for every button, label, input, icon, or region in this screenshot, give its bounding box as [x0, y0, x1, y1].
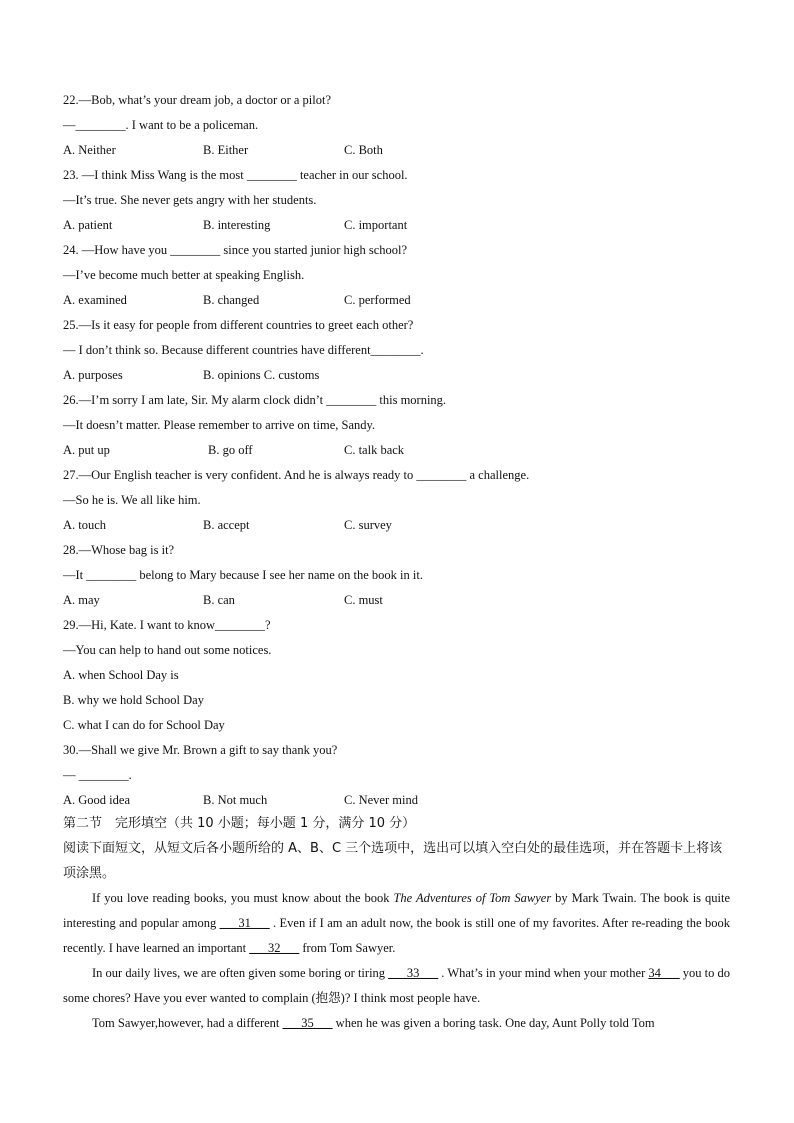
book-title: The Adventures of Tom Sawyer	[393, 891, 552, 905]
question-26-stem: 26.—I’m sorry I am late, Sir. My alarm clock didn’t ________ this morning.	[63, 393, 447, 407]
question-26-option-c[interactable]: C. talk back	[344, 443, 405, 457]
question-28-response: —It ________ belong to Mary because I see her name on the book in it.	[63, 568, 423, 582]
question-25-stem: 25.—Is it easy for people from different countries to greet each other?	[63, 318, 414, 332]
question-28-option-a[interactable]: A. may	[63, 593, 100, 607]
question-27-option-b[interactable]: B. accept	[203, 518, 250, 532]
question-28-stem: 28.—Whose bag is it?	[63, 543, 175, 557]
question-22-response: —________. I want to be a policeman.	[63, 118, 259, 132]
question-24-option-c[interactable]: C. performed	[344, 293, 411, 307]
question-28-option-b[interactable]: B. can	[203, 593, 235, 607]
blank-35: ___35___	[282, 1016, 333, 1030]
question-22-option-b[interactable]: B. Either	[203, 143, 249, 157]
section-intro: 阅读下面短文，从短文后各小题所给的 A、B、C 三个选项中，选出可以填入空白处的最佳选项，并在答题卡上将该项涂黑。	[63, 841, 723, 881]
question-30-option-b[interactable]: B. Not much	[203, 793, 268, 807]
passage-paragraph-2: In our daily lives, we are often given some boring or tiring ___33___ . What’s in your mind when your mother 34___ you to do some chores? Have you ever wanted to complain (抱怨)? I think most people have.	[63, 966, 730, 1005]
question-30-option-a[interactable]: A. Good idea	[63, 793, 130, 807]
question-22-option-c[interactable]: C. Both	[344, 143, 383, 157]
section-heading: 第二节 完形填空（共 10 小题；每小题 1 分，满分 10 分）	[63, 816, 416, 831]
passage-paragraph-3: Tom Sawyer,however, had a different ___35___ when he was given a boring task. One day, Aunt Polly told Tom	[92, 1016, 655, 1030]
question-24-response: —I’ve become much better at speaking English.	[63, 268, 305, 282]
question-23-option-c[interactable]: C. important	[344, 218, 408, 232]
question-22-stem: 22.—Bob, what’s your dream job, a doctor or a pilot?	[63, 93, 331, 107]
question-23-option-b[interactable]: B. interesting	[203, 218, 271, 232]
passage-paragraph-1: If you love reading books, you must know about the book The Adventures of Tom Sawyer by Mark Twain. The book is quite interesting and popular among ___31___ . Even if I am an adult now, the book is still one of my favorites. After re-reading the book recently. I have learned an important ___32___ from Tom Sawyer.	[63, 891, 730, 955]
question-29-response: —You can help to hand out some notices.	[63, 643, 272, 657]
blank-33: ___33___	[388, 966, 439, 980]
question-26-response: —It doesn’t matter. Please remember to arrive on time, Sandy.	[63, 418, 376, 432]
question-27-stem: 27.—Our English teacher is very confident. And he is always ready to ________ a challenge.	[63, 468, 530, 482]
question-29-option-a[interactable]: A. when School Day is	[63, 668, 179, 682]
question-27-option-c[interactable]: C. survey	[344, 518, 392, 532]
question-28-option-c[interactable]: C. must	[344, 593, 383, 607]
question-29-option-b[interactable]: B. why we hold School Day	[63, 693, 204, 707]
blank-31: ___31___	[219, 916, 270, 930]
question-27-response: —So he is. We all like him.	[63, 493, 201, 507]
question-24-option-a[interactable]: A. examined	[63, 293, 127, 307]
question-29-stem: 29.—Hi, Kate. I want to know________?	[63, 618, 271, 632]
blank-32: ___32___	[249, 941, 300, 955]
question-24-stem: 24. —How have you ________ since you started junior high school?	[63, 243, 408, 257]
question-25-option-b[interactable]: B. opinions C. customs	[203, 368, 320, 382]
question-30-stem: 30.—Shall we give Mr. Brown a gift to say thank you?	[63, 743, 338, 757]
question-23-option-a[interactable]: A. patient	[63, 218, 113, 232]
question-26-option-a[interactable]: A. put up	[63, 443, 110, 457]
question-27-option-a[interactable]: A. touch	[63, 518, 107, 532]
question-30-response: — ________.	[63, 768, 132, 782]
question-23-stem: 23. —I think Miss Wang is the most ________ teacher in our school.	[63, 168, 408, 182]
question-25-response: — I don’t think so. Because different countries have different________.	[63, 343, 424, 357]
question-26-option-b[interactable]: B. go off	[208, 443, 253, 457]
question-29-option-c[interactable]: C. what I can do for School Day	[63, 718, 225, 732]
question-25-option-a[interactable]: A. purposes	[63, 368, 123, 382]
blank-34: 34___	[648, 966, 680, 980]
question-30-option-c[interactable]: C. Never mind	[344, 793, 418, 807]
question-24-option-b[interactable]: B. changed	[203, 293, 260, 307]
question-23-response: —It’s true. She never gets angry with her students.	[63, 193, 317, 207]
question-22-option-a[interactable]: A. Neither	[63, 143, 116, 157]
